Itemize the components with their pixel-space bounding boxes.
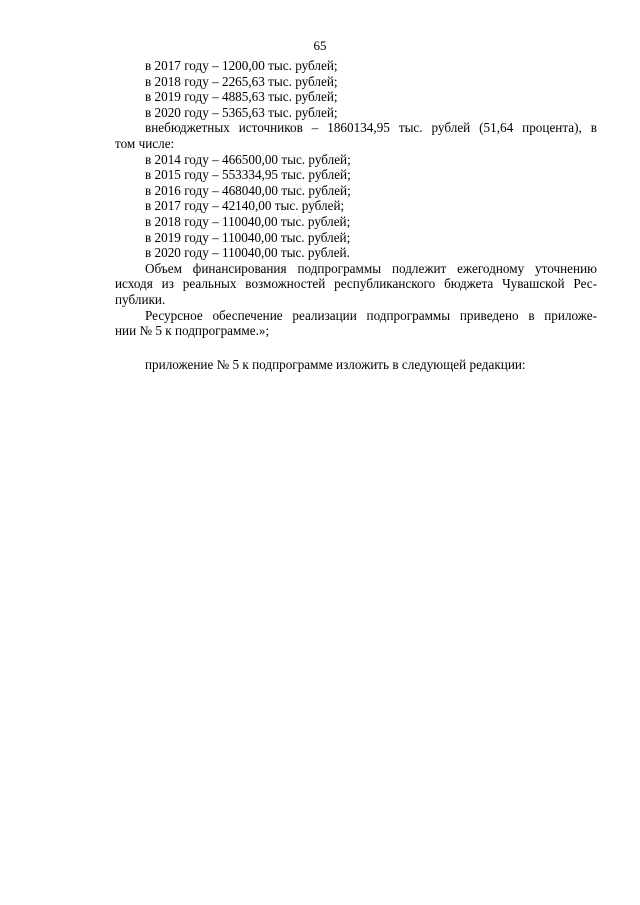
extrabudget-year-2018: в 2018 году – 110040,00 тыс. рублей; [145,213,351,229]
extrabudget-year-2014: в 2014 году – 466500,00 тыс. рублей; [145,151,351,167]
resource-paragraph-line-2: нии № 5 к подпрограмме.»; [115,323,270,339]
year-line-2020: в 2020 году – 5365,63 тыс. рублей; [145,104,338,120]
year-line-2018: в 2018 году – 2265,63 тыс. рублей; [145,73,338,89]
paragraph-gap [115,339,597,357]
financing-paragraph-line-3: публики. [115,291,166,307]
appendix-instruction: приложение № 5 к подпрограмме изложить в следующей редакции: [145,356,526,372]
extrabudget-line-1: внебюджетных источников – 1860134,95 тыс. рублей (51,64 процента), в [145,120,597,136]
resource-paragraph-line-1: Ресурсное обеспечение реализации подпрограммы приведено в приложе- [145,307,597,323]
extrabudget-year-2015: в 2015 году – 553334,95 тыс. рублей; [145,167,351,183]
page-number: 65 [313,38,327,53]
extrabudget-year-2017: в 2017 году – 42140,00 тыс. рублей; [145,198,345,214]
year-line-2017: в 2017 году – 1200,00 тыс. рублей; [145,58,338,73]
extrabudget-year-2020: в 2020 году – 110040,00 тыс. рублей. [145,245,350,261]
extrabudget-year-2016: в 2016 году – 468040,00 тыс. рублей; [145,182,351,198]
year-line-2019: в 2019 году – 4885,63 тыс. рублей; [145,89,338,105]
financing-paragraph-line-1: Объем финансирования подпрограммы подлежит ежегодному уточнению [145,260,597,276]
financing-paragraph-line-2: исходя из реальных возможностей республиканского бюджета Чувашской Рес- [115,276,597,292]
document-body [115,58,597,372]
extrabudget-line-2: том числе: [115,135,175,151]
extrabudget-year-2019: в 2019 году – 110040,00 тыс. рублей; [145,229,351,245]
